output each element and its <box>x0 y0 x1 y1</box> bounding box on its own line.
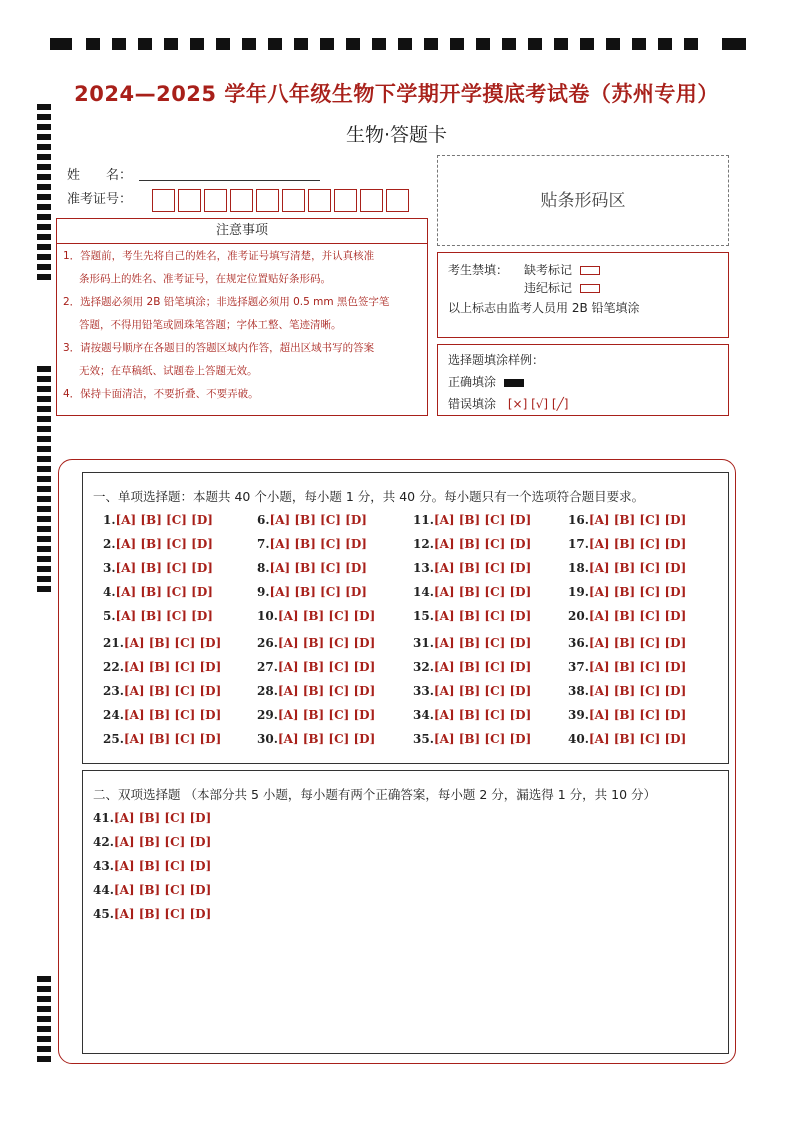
answer-options[interactable]: [A] [B] [C] [D] <box>433 684 532 698</box>
answer-options[interactable]: [A] [B] [C] [D] <box>433 732 532 746</box>
section1-heading: 一、单项选择题：本题共 40 个小题，每小题 1 分，共 40 分。每小题只有一个选项符合题目要求。 <box>93 489 645 504</box>
question-number: 27. <box>257 660 278 674</box>
question-number: 40. <box>568 732 589 746</box>
question-row[interactable] <box>103 513 213 527</box>
question-number: 7. <box>257 537 270 551</box>
answer-options[interactable]: [A] [B] [C] [D] <box>115 513 213 527</box>
question-number: 23. <box>103 684 124 698</box>
answer-options[interactable]: [A] [B] [C] [D] <box>269 537 367 551</box>
question-row[interactable] <box>568 513 686 527</box>
question-row[interactable] <box>257 660 375 674</box>
notice-item: 无效；在草稿纸、试题卷上答题无效。 <box>79 365 258 377</box>
proctor-label: 考生禁填： <box>448 263 509 277</box>
answer-options[interactable]: [A] [B] [C] [D] <box>433 561 532 575</box>
question-number: 29. <box>257 708 278 722</box>
question-number: 11. <box>413 513 434 527</box>
question-row[interactable] <box>413 708 531 722</box>
question-number: 13. <box>413 561 434 575</box>
question-number: 15. <box>413 609 434 623</box>
filled-sample <box>504 379 524 387</box>
question-number: 24. <box>103 708 124 722</box>
answer-options[interactable]: [A] [B] [C] [D] <box>269 561 367 575</box>
timing-marks-top <box>50 38 746 52</box>
wrong-row <box>448 395 569 412</box>
question-number: 4. <box>103 585 116 599</box>
answer-options[interactable]: [A] [B] [C] [D] <box>277 660 376 674</box>
answer-options[interactable]: [A] [B] [C] [D] <box>269 585 367 599</box>
question-row[interactable] <box>568 708 686 722</box>
question-number: 43. <box>93 859 114 873</box>
question-number: 8. <box>257 561 270 575</box>
question-number: 45. <box>93 907 114 921</box>
question-number: 35. <box>413 732 434 746</box>
question-row[interactable] <box>413 537 531 551</box>
question-number: 9. <box>257 585 270 599</box>
question-number: 6. <box>257 513 270 527</box>
absent-mark[interactable] <box>580 266 600 275</box>
question-number: 18. <box>568 561 589 575</box>
question-number: 33. <box>413 684 434 698</box>
question-number: 37. <box>568 660 589 674</box>
question-number: 21. <box>103 636 124 650</box>
question-row[interactable] <box>568 636 686 650</box>
question-number: 34. <box>413 708 434 722</box>
absent-row <box>524 261 600 278</box>
answer-options[interactable]: [A] [B] [C] [D] <box>113 907 212 921</box>
answer-options[interactable]: [A] [B] [C] [D] <box>588 537 687 551</box>
answer-options[interactable]: [A] [B] [C] [D] <box>588 636 687 650</box>
question-row[interactable] <box>568 585 686 599</box>
barcode-area <box>437 155 729 246</box>
question-row[interactable] <box>568 732 686 746</box>
question-row[interactable] <box>568 561 686 575</box>
answer-options[interactable]: [A] [B] [C] [D] <box>588 561 687 575</box>
question-number: 22. <box>103 660 124 674</box>
answer-options[interactable]: [A] [B] [C] [D] <box>277 684 376 698</box>
answer-options[interactable]: [A] [B] [C] [D] <box>588 708 687 722</box>
answer-options[interactable]: [A] [B] [C] [D] <box>588 609 687 623</box>
answer-options[interactable]: [A] [B] [C] [D] <box>588 585 687 599</box>
violation-row <box>524 279 600 296</box>
proctor-box <box>437 252 729 338</box>
question-number: 14. <box>413 585 434 599</box>
answer-options[interactable]: [A] [B] [C] [D] <box>115 585 213 599</box>
answer-options[interactable]: [A] [B] [C] [D] <box>277 732 376 746</box>
question-number: 17. <box>568 537 589 551</box>
question-row[interactable] <box>413 561 531 575</box>
question-row[interactable] <box>257 708 375 722</box>
question-row[interactable] <box>103 660 221 674</box>
absent-label: 缺考标记 <box>524 263 573 277</box>
answer-options[interactable]: [A] [B] [C] [D] <box>588 684 687 698</box>
answer-options[interactable]: [A] [B] [C] [D] <box>113 811 212 825</box>
question-row[interactable] <box>103 636 221 650</box>
answer-options[interactable]: [A] [B] [C] [D] <box>123 708 222 722</box>
exam-id-label: 准考证号： <box>67 192 133 207</box>
answer-options[interactable]: [A] [B] [C] [D] <box>433 708 532 722</box>
answer-options[interactable]: [A] [B] [C] [D] <box>277 609 376 623</box>
answer-options[interactable]: [A] [B] [C] [D] <box>588 732 687 746</box>
answer-options[interactable]: [A] [B] [C] [D] <box>277 708 376 722</box>
question-row[interactable] <box>93 835 211 849</box>
correct-row <box>448 373 524 390</box>
question-number: 25. <box>103 732 124 746</box>
wrong-marks: [×] [√] [╱] <box>507 397 569 411</box>
wrong-label: 错误填涂 <box>448 397 497 411</box>
name-label: 姓 名： <box>67 168 133 183</box>
question-row[interactable] <box>257 585 367 599</box>
barcode-label: 贴条形码区 <box>540 191 626 211</box>
notice-box <box>56 218 428 416</box>
question-number: 19. <box>568 585 589 599</box>
question-number: 16. <box>568 513 589 527</box>
answer-options[interactable]: [A] [B] [C] [D] <box>113 835 212 849</box>
question-row[interactable] <box>93 859 211 873</box>
question-number: 42. <box>93 835 114 849</box>
question-row[interactable] <box>103 609 213 623</box>
question-row[interactable] <box>257 609 375 623</box>
question-number: 28. <box>257 684 278 698</box>
notice-item: 4．保持卡面清洁，不要折叠、不要弄破。 <box>63 388 259 400</box>
question-number: 5. <box>103 609 116 623</box>
notice-item: 1．答题前，考生先将自己的姓名，准考证号填写清楚，并认真核准 <box>63 250 375 262</box>
question-number: 38. <box>568 684 589 698</box>
question-number: 20. <box>568 609 589 623</box>
answer-options[interactable]: [A] [B] [C] [D] <box>588 660 687 674</box>
notice-item: 条形码上的姓名、准考证号，在规定位置贴好条形码。 <box>79 273 331 285</box>
notice-item: 3．请按题号顺序在各题目的答题区域内作答，超出区域书写的答案 <box>63 342 375 354</box>
violation-mark[interactable] <box>580 284 600 293</box>
answer-options[interactable]: [A] [B] [C] [D] <box>123 660 222 674</box>
question-row[interactable] <box>257 561 367 575</box>
answer-options[interactable]: [A] [B] [C] [D] <box>113 859 212 873</box>
question-row[interactable] <box>413 660 531 674</box>
answer-options[interactable]: [A] [B] [C] [D] <box>123 636 222 650</box>
question-number: 39. <box>568 708 589 722</box>
question-number: 41. <box>93 811 114 825</box>
question-row[interactable] <box>257 684 375 698</box>
question-row[interactable] <box>93 883 211 897</box>
answer-options[interactable]: [A] [B] [C] [D] <box>433 636 532 650</box>
question-number: 32. <box>413 660 434 674</box>
question-row[interactable] <box>257 513 367 527</box>
name-field[interactable] <box>139 180 320 181</box>
question-row[interactable] <box>103 708 221 722</box>
question-row[interactable] <box>413 684 531 698</box>
violation-label: 违纪标记 <box>524 281 573 295</box>
question-number: 36. <box>568 636 589 650</box>
answer-options[interactable]: [A] [B] [C] [D] <box>123 684 222 698</box>
section-single-choice <box>82 472 729 764</box>
answer-options[interactable]: [A] [B] [C] [D] <box>113 883 212 897</box>
page-subtitle: 生物·答题卡 <box>345 124 448 146</box>
question-row[interactable] <box>568 537 686 551</box>
question-number: 10. <box>257 609 278 623</box>
question-row[interactable] <box>103 585 213 599</box>
answer-options[interactable]: [A] [B] [C] [D] <box>277 636 376 650</box>
answer-options[interactable]: [A] [B] [C] [D] <box>269 513 367 527</box>
answer-options[interactable]: [A] [B] [C] [D] <box>433 609 532 623</box>
question-row[interactable] <box>413 732 531 746</box>
proctor-note: 以上标志由监考人员用 2B 铅笔填涂 <box>448 301 640 315</box>
question-number: 1. <box>103 513 116 527</box>
question-number: 3. <box>103 561 116 575</box>
notice-title: 注意事项 <box>57 219 427 244</box>
sample-title: 选择题填涂样例： <box>448 353 545 367</box>
answer-options[interactable]: [A] [B] [C] [D] <box>433 660 532 674</box>
question-row[interactable] <box>103 561 213 575</box>
question-row[interactable] <box>257 732 375 746</box>
correct-label: 正确填涂 <box>448 375 497 389</box>
section-double-choice <box>82 770 729 1054</box>
question-row[interactable] <box>568 660 686 674</box>
question-row[interactable] <box>413 513 531 527</box>
question-row[interactable] <box>103 732 221 746</box>
question-row[interactable] <box>413 585 531 599</box>
question-row[interactable] <box>103 684 221 698</box>
page-title: 2024—2025 学年八年级生物下学期开学摸底考试卷（苏州专用） <box>74 82 719 106</box>
question-row[interactable] <box>103 537 213 551</box>
notice-item: 2．选择题必须用 2B 铅笔填涂；非选择题必须用 0.5 mm 黑色签字笔 <box>63 296 390 308</box>
question-row[interactable] <box>568 609 686 623</box>
answer-options[interactable]: [A] [B] [C] [D] <box>115 561 213 575</box>
answer-options[interactable]: [A] [B] [C] [D] <box>588 513 687 527</box>
question-row[interactable] <box>93 811 211 825</box>
question-row[interactable] <box>568 684 686 698</box>
answer-options[interactable]: [A] [B] [C] [D] <box>115 609 213 623</box>
question-row[interactable] <box>257 537 367 551</box>
question-row[interactable] <box>257 636 375 650</box>
question-row[interactable] <box>413 636 531 650</box>
question-number: 44. <box>93 883 114 897</box>
question-number: 12. <box>413 537 434 551</box>
question-number: 31. <box>413 636 434 650</box>
sample-box <box>437 344 729 416</box>
answer-options[interactable]: [A] [B] [C] [D] <box>123 732 222 746</box>
answer-options[interactable]: [A] [B] [C] [D] <box>433 513 532 527</box>
answer-options[interactable]: [A] [B] [C] [D] <box>433 537 532 551</box>
question-row[interactable] <box>93 907 211 921</box>
answer-options[interactable]: [A] [B] [C] [D] <box>433 585 532 599</box>
question-number: 30. <box>257 732 278 746</box>
question-number: 26. <box>257 636 278 650</box>
notice-item: 答题，不得用铅笔或圆珠笔答题；字体工整、笔迹清晰。 <box>79 319 342 331</box>
question-number: 2. <box>103 537 116 551</box>
question-row[interactable] <box>413 609 531 623</box>
answer-options[interactable]: [A] [B] [C] [D] <box>115 537 213 551</box>
section2-heading: 二、双项选择题 （本部分共 5 小题，每小题有两个正确答案，每小题 2 分，漏选得 1 分，共 10 分） <box>93 787 657 802</box>
